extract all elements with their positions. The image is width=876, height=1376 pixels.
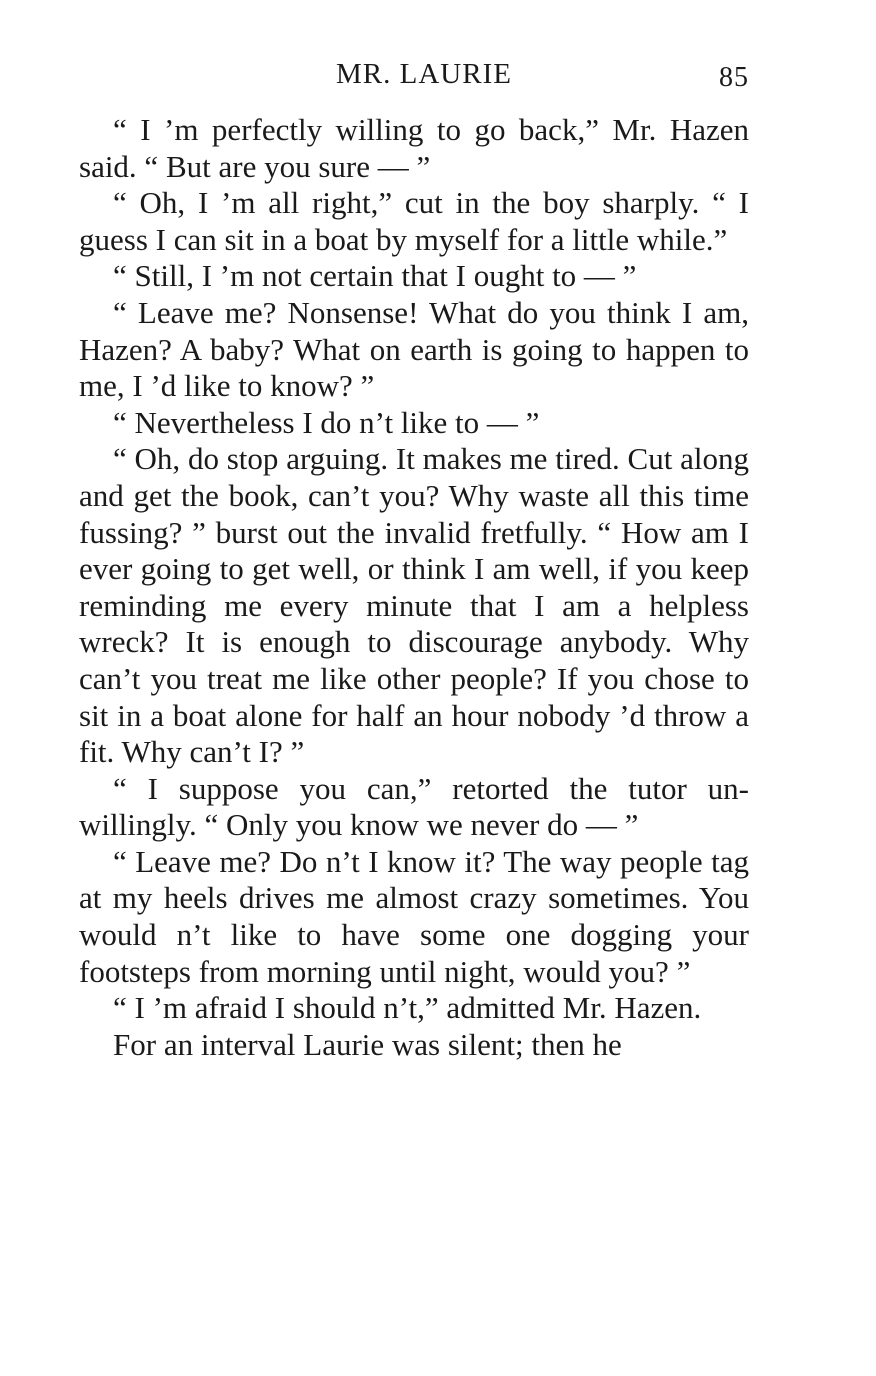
- paragraph: “ Still, I ’m not certain that I ought to — ”: [113, 258, 637, 294]
- paragraph: “ Nevertheless I do n’t like to — ”: [113, 404, 540, 440]
- paragraph: “ Oh, I ’m all right,” cut in the boy sharply. “ I guess I can sit in a boat by myself for a little while.”: [79, 185, 749, 257]
- paragraph: “ Leave me? Nonsense! What do you think I am, Hazen? A baby? What on earth is going to happen to me, I ’d like to know? ”: [79, 294, 749, 404]
- page-number: 85: [719, 62, 749, 93]
- book-page: [79, 58, 749, 1063]
- body-text: [79, 112, 749, 1063]
- paragraph: “ Leave me? Do n’t I know it? The way people tag at my heels drives me almost crazy sometimes. You would n’t like to have some one dogging your footsteps from morning until night, would you? ”: [79, 843, 749, 989]
- running-title: MR. LAURIE: [336, 58, 512, 90]
- paragraph: For an interval Laurie was silent; then he: [113, 1026, 622, 1062]
- paragraph: “ I ’m afraid I should n’t,” admitted Mr. Hazen.: [113, 990, 702, 1026]
- page-header: [79, 58, 749, 102]
- paragraph: “ I suppose you can,” retorted the tutor unwillingly. “ Only you know we never do — ”: [79, 770, 749, 843]
- paragraph: “ Oh, do stop arguing. It makes me tired. Cut along and get the book, can’t you? Why waste all this time fussing? ” burst out the invalid fretfully. “ How am I ever going to get well, or think I am well, if you keep reminding me every minute that I am a helpless wreck? It is enough to discourage anybody. Why can’t you treat me like other people? If you chose to sit in a boat alone for half an hour nobody ’d throw a fit. Why can’t I? ”: [79, 441, 749, 770]
- paragraph: “ I ’m perfectly willing to go back,” Mr. Hazen said. “ But are you sure — ”: [79, 112, 749, 184]
